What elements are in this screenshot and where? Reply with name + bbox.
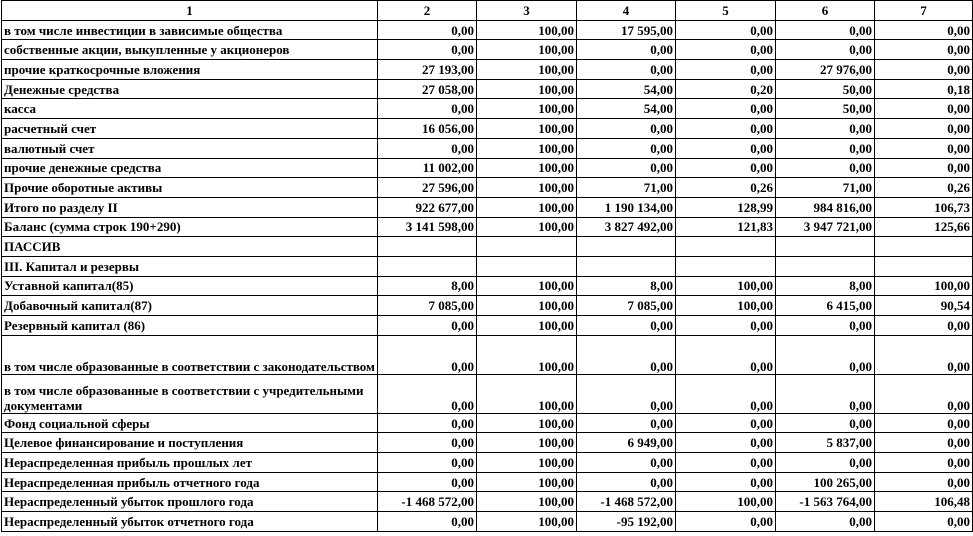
balance-sheet-table bbox=[1, 0, 973, 532]
table-row bbox=[2, 40, 973, 60]
row-label: Нераспределенный убыток отчетного года bbox=[2, 512, 378, 532]
table-row bbox=[2, 178, 973, 198]
table-row bbox=[2, 217, 973, 237]
value-cell-c4: 1 190 134,00 bbox=[577, 197, 676, 217]
value-cell-c2: 3 141 598,00 bbox=[378, 217, 477, 237]
value-cell-c4: 0,00 bbox=[577, 40, 676, 60]
value-cell-c5: 121,83 bbox=[676, 217, 776, 237]
value-cell-c7: 0,00 bbox=[875, 433, 973, 453]
row-label: Итого по разделу II bbox=[2, 197, 378, 217]
row-label: ПАССИВ bbox=[2, 237, 378, 257]
value-cell-c7: 100,00 bbox=[875, 276, 973, 296]
value-cell-c2: 0,00 bbox=[378, 453, 477, 473]
value-cell-c4: 8,00 bbox=[577, 276, 676, 296]
table-row bbox=[2, 119, 973, 139]
table-row bbox=[2, 138, 973, 158]
value-cell-c7: 0,00 bbox=[875, 119, 973, 139]
value-cell-c7 bbox=[875, 256, 973, 276]
value-cell-c5: 0,00 bbox=[676, 60, 776, 80]
table-row bbox=[2, 256, 973, 276]
value-cell-c5: 0,00 bbox=[676, 335, 776, 374]
value-cell-c3: 100,00 bbox=[477, 119, 577, 139]
value-cell-c5: 0,00 bbox=[676, 20, 776, 40]
value-cell-c5: 0,00 bbox=[676, 316, 776, 336]
value-cell-c3: 100,00 bbox=[477, 316, 577, 336]
column-header-7: 7 bbox=[875, 1, 973, 21]
row-label: расчетный счет bbox=[2, 119, 378, 139]
value-cell-c3: 100,00 bbox=[477, 20, 577, 40]
table-row bbox=[2, 197, 973, 217]
value-cell-c5: 0,00 bbox=[676, 158, 776, 178]
value-cell-c2: 0,00 bbox=[378, 99, 477, 119]
value-cell-c3: 100,00 bbox=[477, 40, 577, 60]
value-cell-c6: 984 816,00 bbox=[776, 197, 875, 217]
table-row bbox=[2, 20, 973, 40]
table-row bbox=[2, 433, 973, 453]
row-label: Нераспределенная прибыль отчетного года bbox=[2, 472, 378, 492]
column-header-3: 3 bbox=[477, 1, 577, 21]
table-row bbox=[2, 374, 973, 413]
value-cell-c3: 100,00 bbox=[477, 492, 577, 512]
value-cell-c6: 100 265,00 bbox=[776, 472, 875, 492]
table-row bbox=[2, 237, 973, 257]
value-cell-c7: 0,00 bbox=[875, 99, 973, 119]
value-cell-c2: 922 677,00 bbox=[378, 197, 477, 217]
value-cell-c2: 0,00 bbox=[378, 40, 477, 60]
value-cell-c3: 100,00 bbox=[477, 433, 577, 453]
value-cell-c2 bbox=[378, 256, 477, 276]
value-cell-c4: 0,00 bbox=[577, 316, 676, 336]
value-cell-c7: 0,00 bbox=[875, 512, 973, 532]
value-cell-c6: 0,00 bbox=[776, 20, 875, 40]
value-cell-c3: 100,00 bbox=[477, 453, 577, 473]
table-row bbox=[2, 453, 973, 473]
value-cell-c4: -95 192,00 bbox=[577, 512, 676, 532]
column-header-4: 4 bbox=[577, 1, 676, 21]
value-cell-c6: 0,00 bbox=[776, 40, 875, 60]
value-cell-c4 bbox=[577, 256, 676, 276]
value-cell-c7: 0,00 bbox=[875, 20, 973, 40]
value-cell-c5: 0,00 bbox=[676, 512, 776, 532]
value-cell-c2: 7 085,00 bbox=[378, 296, 477, 316]
value-cell-c6: 0,00 bbox=[776, 453, 875, 473]
value-cell-c4: 0,00 bbox=[577, 158, 676, 178]
value-cell-c7: 0,00 bbox=[875, 60, 973, 80]
table-row bbox=[2, 413, 973, 433]
value-cell-c6: 3 947 721,00 bbox=[776, 217, 875, 237]
row-label: в том числе образованные в соответствии с учредительными документами bbox=[2, 374, 378, 413]
value-cell-c2: 0,00 bbox=[378, 335, 477, 374]
table-row bbox=[2, 276, 973, 296]
value-cell-c5 bbox=[676, 237, 776, 257]
table-row bbox=[2, 158, 973, 178]
value-cell-c4: 6 949,00 bbox=[577, 433, 676, 453]
row-label: Нераспределенный убыток прошлого года bbox=[2, 492, 378, 512]
value-cell-c3: 100,00 bbox=[477, 276, 577, 296]
value-cell-c4: -1 468 572,00 bbox=[577, 492, 676, 512]
value-cell-c7: 125,66 bbox=[875, 217, 973, 237]
value-cell-c3: 100,00 bbox=[477, 99, 577, 119]
value-cell-c2: 0,00 bbox=[378, 138, 477, 158]
value-cell-c2: 0,00 bbox=[378, 413, 477, 433]
value-cell-c7: 0,00 bbox=[875, 40, 973, 60]
table-row bbox=[2, 296, 973, 316]
value-cell-c2: 8,00 bbox=[378, 276, 477, 296]
value-cell-c4: 7 085,00 bbox=[577, 296, 676, 316]
row-label: касса bbox=[2, 99, 378, 119]
value-cell-c2: 27 596,00 bbox=[378, 178, 477, 198]
value-cell-c7: 0,00 bbox=[875, 158, 973, 178]
value-cell-c3: 100,00 bbox=[477, 512, 577, 532]
row-label: Фонд социальной сферы bbox=[2, 413, 378, 433]
row-label: прочие краткосрочные вложения bbox=[2, 60, 378, 80]
table-row bbox=[2, 79, 973, 99]
value-cell-c4: 0,00 bbox=[577, 374, 676, 413]
table-row bbox=[2, 472, 973, 492]
value-cell-c7: 0,00 bbox=[875, 316, 973, 336]
table-header bbox=[2, 1, 973, 21]
value-cell-c4: 17 595,00 bbox=[577, 20, 676, 40]
value-cell-c4: 0,00 bbox=[577, 138, 676, 158]
column-header-1: 1 bbox=[2, 1, 378, 21]
value-cell-c3 bbox=[477, 237, 577, 257]
value-cell-c3: 100,00 bbox=[477, 178, 577, 198]
value-cell-c5: 0,00 bbox=[676, 453, 776, 473]
column-header-6: 6 bbox=[776, 1, 875, 21]
value-cell-c6: 0,00 bbox=[776, 158, 875, 178]
row-label: Целевое финансирование и поступления bbox=[2, 433, 378, 453]
table-row bbox=[2, 60, 973, 80]
value-cell-c4: 0,00 bbox=[577, 119, 676, 139]
value-cell-c6: 8,00 bbox=[776, 276, 875, 296]
row-label: валютный счет bbox=[2, 138, 378, 158]
value-cell-c6 bbox=[776, 237, 875, 257]
value-cell-c7: 0,00 bbox=[875, 374, 973, 413]
value-cell-c3: 100,00 bbox=[477, 197, 577, 217]
value-cell-c2: 0,00 bbox=[378, 512, 477, 532]
value-cell-c7: 0,26 bbox=[875, 178, 973, 198]
value-cell-c3: 100,00 bbox=[477, 472, 577, 492]
row-label: прочие денежные средства bbox=[2, 158, 378, 178]
value-cell-c2 bbox=[378, 237, 477, 257]
value-cell-c7: 90,54 bbox=[875, 296, 973, 316]
value-cell-c2: 0,00 bbox=[378, 316, 477, 336]
table-row bbox=[2, 316, 973, 336]
value-cell-c4: 0,00 bbox=[577, 335, 676, 374]
header-row bbox=[2, 1, 973, 21]
value-cell-c6: 0,00 bbox=[776, 138, 875, 158]
value-cell-c5: 0,00 bbox=[676, 374, 776, 413]
value-cell-c6: 0,00 bbox=[776, 413, 875, 433]
value-cell-c4: 0,00 bbox=[577, 472, 676, 492]
value-cell-c6: 0,00 bbox=[776, 119, 875, 139]
value-cell-c6: 0,00 bbox=[776, 335, 875, 374]
value-cell-c4: 54,00 bbox=[577, 79, 676, 99]
value-cell-c3: 100,00 bbox=[477, 296, 577, 316]
value-cell-c7: 0,00 bbox=[875, 335, 973, 374]
value-cell-c3 bbox=[477, 256, 577, 276]
value-cell-c5: 100,00 bbox=[676, 296, 776, 316]
table-row bbox=[2, 99, 973, 119]
value-cell-c7 bbox=[875, 237, 973, 257]
value-cell-c3: 100,00 bbox=[477, 60, 577, 80]
value-cell-c4 bbox=[577, 237, 676, 257]
row-label: Баланс (сумма строк 190+290) bbox=[2, 217, 378, 237]
value-cell-c7: 0,00 bbox=[875, 453, 973, 473]
row-label: в том числе инвестиции в зависимые общества bbox=[2, 20, 378, 40]
value-cell-c6: 0,00 bbox=[776, 374, 875, 413]
value-cell-c4: 3 827 492,00 bbox=[577, 217, 676, 237]
value-cell-c7: 106,48 bbox=[875, 492, 973, 512]
value-cell-c2: 27 193,00 bbox=[378, 60, 477, 80]
value-cell-c5: 0,20 bbox=[676, 79, 776, 99]
value-cell-c3: 100,00 bbox=[477, 217, 577, 237]
value-cell-c6: 5 837,00 bbox=[776, 433, 875, 453]
row-label: Прочие оборотные активы bbox=[2, 178, 378, 198]
value-cell-c5: 100,00 bbox=[676, 276, 776, 296]
value-cell-c5: 0,26 bbox=[676, 178, 776, 198]
value-cell-c6: 50,00 bbox=[776, 79, 875, 99]
table-row bbox=[2, 512, 973, 532]
value-cell-c2: 0,00 bbox=[378, 20, 477, 40]
value-cell-c2: 0,00 bbox=[378, 374, 477, 413]
row-label: Денежные средства bbox=[2, 79, 378, 99]
value-cell-c6 bbox=[776, 256, 875, 276]
value-cell-c5 bbox=[676, 256, 776, 276]
value-cell-c4: 0,00 bbox=[577, 413, 676, 433]
value-cell-c6: 71,00 bbox=[776, 178, 875, 198]
value-cell-c5: 0,00 bbox=[676, 138, 776, 158]
table-body bbox=[2, 20, 973, 531]
row-label: Добавочный капитал(87) bbox=[2, 296, 378, 316]
column-header-5: 5 bbox=[676, 1, 776, 21]
value-cell-c4: 0,00 bbox=[577, 60, 676, 80]
value-cell-c7: 106,73 bbox=[875, 197, 973, 217]
value-cell-c5: 0,00 bbox=[676, 40, 776, 60]
value-cell-c3: 100,00 bbox=[477, 335, 577, 374]
value-cell-c2: 0,00 bbox=[378, 472, 477, 492]
value-cell-c6: 0,00 bbox=[776, 512, 875, 532]
value-cell-c7: 0,00 bbox=[875, 138, 973, 158]
row-label: Уставной капитал(85) bbox=[2, 276, 378, 296]
table-row bbox=[2, 492, 973, 512]
value-cell-c2: 11 002,00 bbox=[378, 158, 477, 178]
value-cell-c6: 50,00 bbox=[776, 99, 875, 119]
value-cell-c3: 100,00 bbox=[477, 138, 577, 158]
value-cell-c6: -1 563 764,00 bbox=[776, 492, 875, 512]
row-label: в том числе образованные в соответствии с законодательством bbox=[2, 335, 378, 374]
value-cell-c2: -1 468 572,00 bbox=[378, 492, 477, 512]
value-cell-c3: 100,00 bbox=[477, 374, 577, 413]
value-cell-c7: 0,00 bbox=[875, 472, 973, 492]
value-cell-c4: 0,00 bbox=[577, 453, 676, 473]
value-cell-c3: 100,00 bbox=[477, 413, 577, 433]
table-row bbox=[2, 335, 973, 374]
value-cell-c6: 0,00 bbox=[776, 316, 875, 336]
value-cell-c5: 0,00 bbox=[676, 99, 776, 119]
value-cell-c5: 100,00 bbox=[676, 492, 776, 512]
row-label: III. Капитал и резервы bbox=[2, 256, 378, 276]
row-label: собственные акции, выкупленные у акционеров bbox=[2, 40, 378, 60]
value-cell-c6: 6 415,00 bbox=[776, 296, 875, 316]
value-cell-c5: 0,00 bbox=[676, 413, 776, 433]
row-label: Резервный капитал (86) bbox=[2, 316, 378, 336]
value-cell-c4: 71,00 bbox=[577, 178, 676, 198]
value-cell-c5: 0,00 bbox=[676, 433, 776, 453]
value-cell-c7: 0,00 bbox=[875, 413, 973, 433]
value-cell-c3: 100,00 bbox=[477, 158, 577, 178]
value-cell-c2: 16 056,00 bbox=[378, 119, 477, 139]
value-cell-c6: 27 976,00 bbox=[776, 60, 875, 80]
value-cell-c3: 100,00 bbox=[477, 79, 577, 99]
value-cell-c5: 0,00 bbox=[676, 119, 776, 139]
value-cell-c2: 0,00 bbox=[378, 433, 477, 453]
value-cell-c4: 54,00 bbox=[577, 99, 676, 119]
value-cell-c5: 0,00 bbox=[676, 472, 776, 492]
value-cell-c5: 128,99 bbox=[676, 197, 776, 217]
row-label: Нераспределенная прибыль прошлых лет bbox=[2, 453, 378, 473]
column-header-2: 2 bbox=[378, 1, 477, 21]
value-cell-c7: 0,18 bbox=[875, 79, 973, 99]
value-cell-c2: 27 058,00 bbox=[378, 79, 477, 99]
